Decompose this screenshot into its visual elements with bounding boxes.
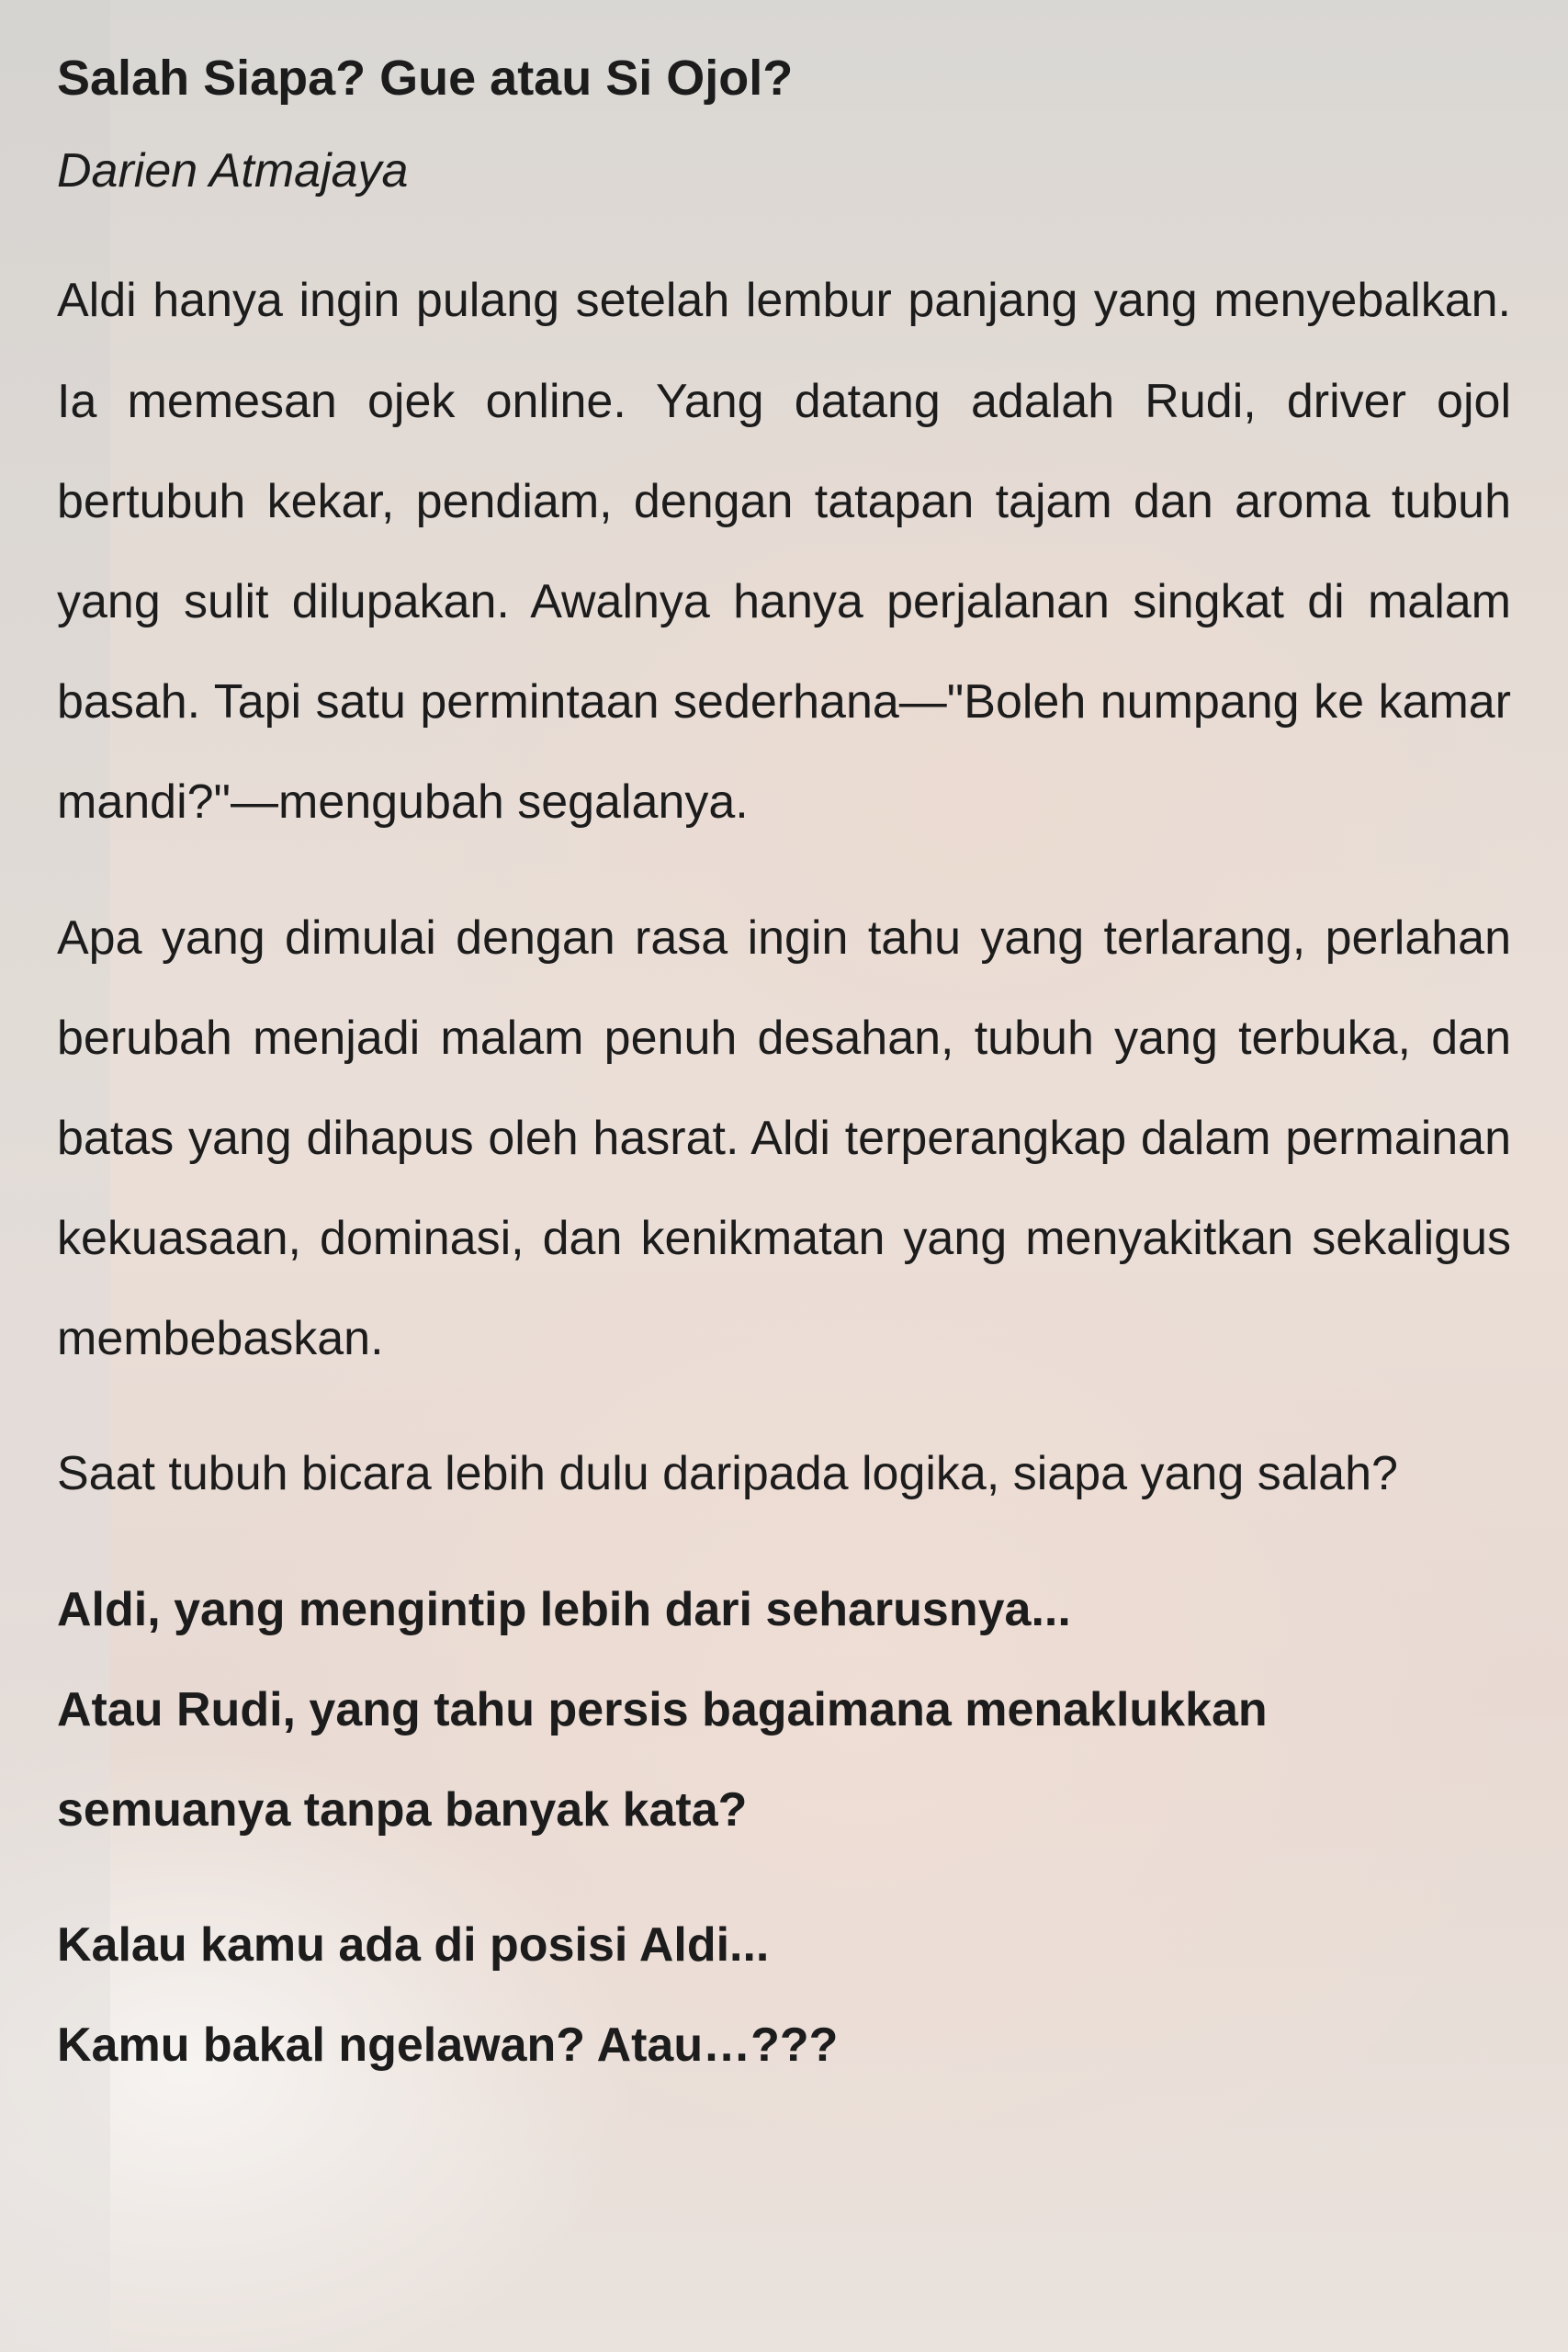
closing-block (57, 1895, 1511, 2096)
book-author: Darien Atmajaya (57, 143, 409, 198)
question-block (57, 1560, 1511, 1861)
synopsis-paragraph-3: Saat tubuh bicara lebih dulu daripada logika, siapa yang salah? (57, 1447, 1398, 1501)
closing-line-1: Kalau kamu ada di posisi Aldi... (57, 1918, 770, 1973)
book-title: Salah Siapa? Gue atau Si Ojol? (57, 51, 794, 106)
synopsis-paragraph-2: Apa yang dimulai dengan rasa ingin tahu yang terlarang, perlahan berubah menjadi malam penuh desahan, tubuh yang terbuka, dan batas yang dihapus oleh hasrat. Aldi terperangkap dalam permainan kekuasaan, dominasi, dan kenikmatan yang menyakitkan sekaligus membebaskan. (57, 910, 1511, 1366)
closing-line-2: Kamu bakal ngelawan? Atau…??? (57, 2018, 839, 2073)
question-line-1: Aldi, yang mengintip lebih dari seharusnya... (57, 1582, 1071, 1636)
synopsis-paragraph-1: Aldi hanya ingin pulang setelah lembur panjang yang menyebalkan. Ia memesan ojek online. Yang datang adalah Rudi, driver ojol bertubuh kekar, pendiam, dengan tatapan tajam dan aroma tubuh yang sulit dilupakan. Awalnya hanya perjalanan singkat di malam basah. Tapi satu permintaan sederhana—"Boleh numpang ke kamar mandi?"—mengubah segalanya. (57, 274, 1511, 830)
question-line-2: Atau Rudi, yang tahu persis bagaimana menaklukkan semuanya tanpa banyak kata? (57, 1682, 1268, 1838)
